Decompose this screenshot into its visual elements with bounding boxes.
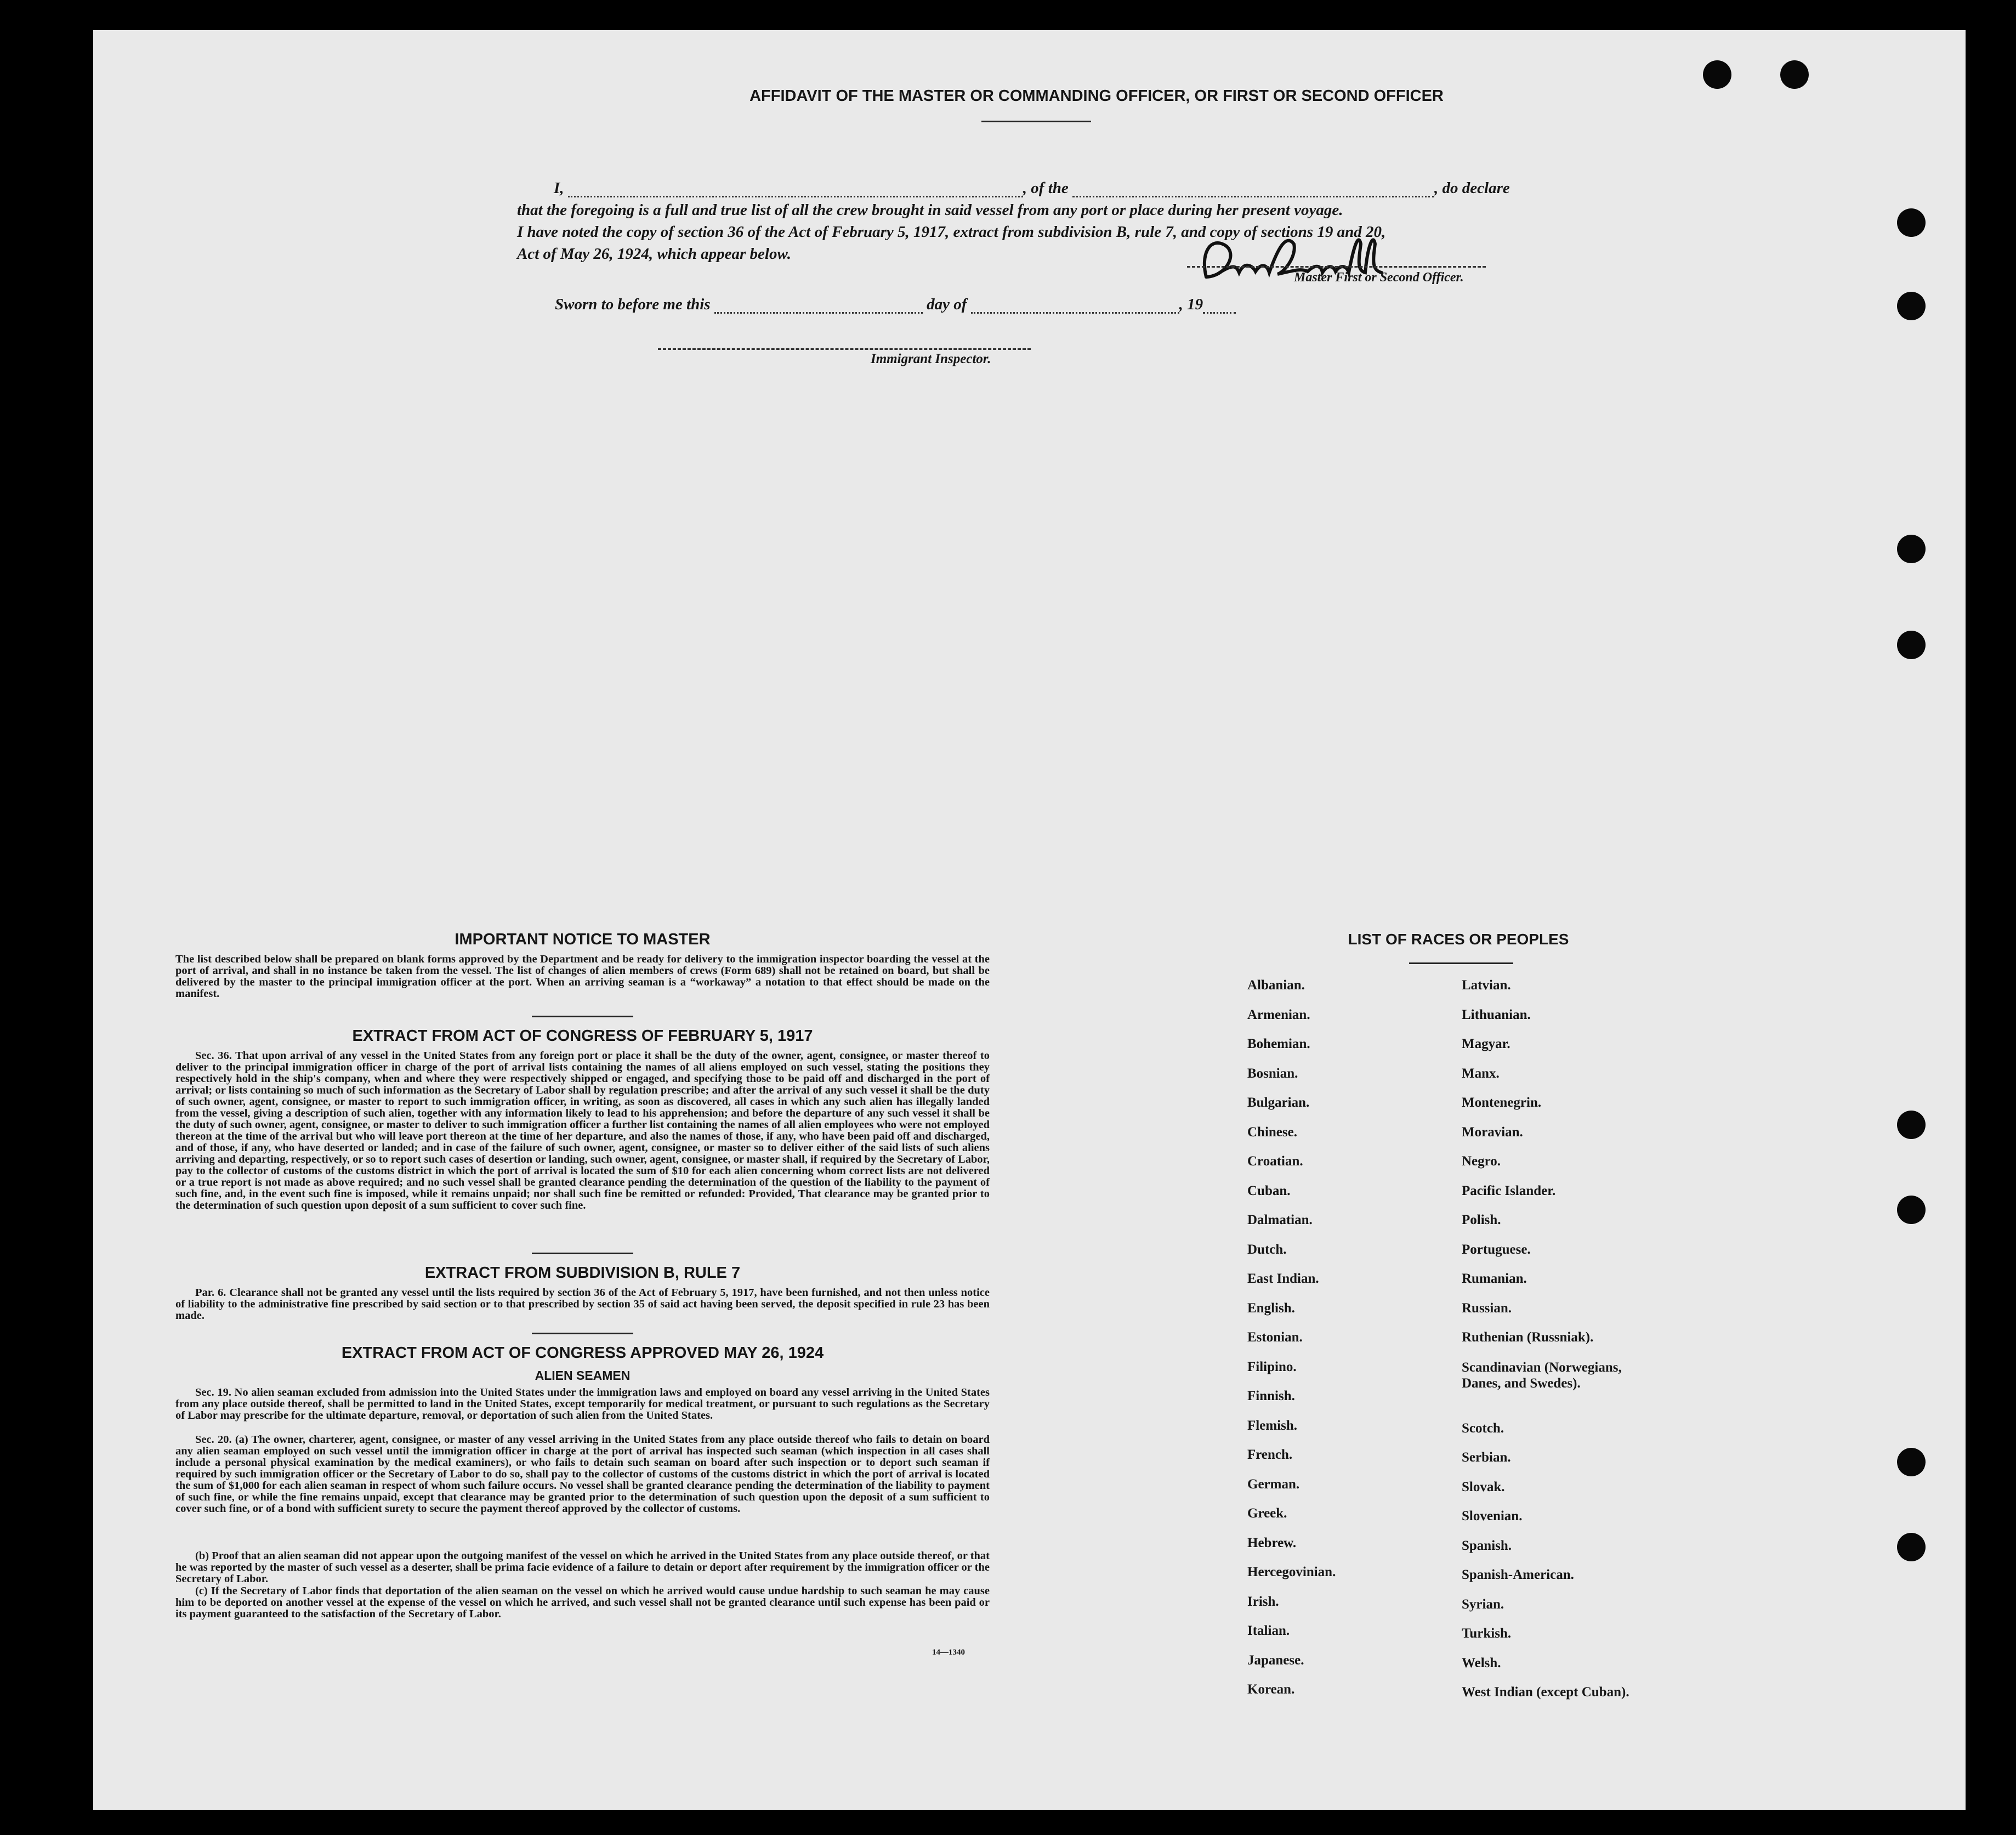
extract-1917-body: Sec. 36. That upon arrival of any vessel in the United States from any foreign port or place it shall be the duty of the owner, agent, consignee, or master thereof to deliver to the principal immigration officer in charge of the port of arrival lists containing the names of all aliens employed on such vessel, stating the positions they respectively hold in the ship's company, when and where they were respectively shipped or engaged, and specifying those to be paid off and discharged in the port of arrival; or lists containing so much of such information as the Secretary of Labor shall by regulation prescribe; and after the arrival of any such vessel it shall be the duty of such owner, agent, consignee, or master to report to such immigration officer, in writing, as soon as discovered, all cases in which any such alien has illegally landed from the vessel, giving a description of such alien, together with any information likely to lead to his apprehension; and before the departure of any such vessel it shall be the duty of such owner, agent, consignee, or master to deliver to such immigration officer a further list containing the names of all alien employees who were not employed thereon at the time of the arrival but who will leave port thereon at the time of her departure, and also the names of those, if any, who have been paid off and discharged, and of those, if any, who have deserted or landed; and in case of the failure of such owner, agent, consignee, or master so to deliver either of the said lists of such aliens arriving and departing, respectively, or so to report such cases of desertion or landing, such owner, agent, consignee, or master shall, if required by the Secretary of Labor, pay to the collector of customs of the customs district in which the port of arrival is located the sum of $10 for each alien concerning whom correct lists are not delivered or a true report is not made as above required; and no such vessel shall be granted clearance pending the determination of the question of the liability to the payment of such fine, and, in the event such fine is imposed, while it remains unpaid; nor shall such fine be remitted or refunded: Provided, That clearance may be granted prior to the determination of such question upon deposit of a sum sufficient to cover such fine. <box>175 1050 990 1211</box>
of-the-label: , of the <box>1023 179 1069 197</box>
punch-hole <box>1703 60 1731 89</box>
notice-title: IMPORTANT NOTICE TO MASTER <box>455 931 711 948</box>
race-item: Estonian. <box>1247 1330 1303 1345</box>
extract-1924-title: EXTRACT FROM ACT OF CONGRESS APPROVED MAY 26, 1924 <box>341 1344 824 1362</box>
race-item: Albanian. <box>1247 978 1305 993</box>
affidavit-title: AFFIDAVIT OF THE MASTER OR COMMANDING OFFICER, OR FIRST OR SECOND OFFICER <box>749 87 1444 105</box>
race-item: Negro. <box>1462 1154 1501 1169</box>
race-item: Welsh. <box>1462 1656 1501 1670</box>
race-item: Manx. <box>1462 1066 1500 1081</box>
race-item: Montenegrin. <box>1462 1095 1542 1110</box>
race-item: Latvian. <box>1462 978 1511 993</box>
do-declare-label: , do declare <box>1434 179 1510 197</box>
punch-hole <box>1780 60 1809 89</box>
year-label: , 19 <box>1179 296 1203 313</box>
extract-1917-title: EXTRACT FROM ACT OF CONGRESS OF FEBRUARY 5, 1917 <box>352 1027 813 1045</box>
race-item: Pacific Islander. <box>1462 1183 1556 1198</box>
form-number: 14—1340 <box>932 1648 965 1657</box>
document-page <box>93 30 1966 1810</box>
race-item: Moravian. <box>1462 1125 1523 1140</box>
race-item: Slovenian. <box>1462 1509 1523 1523</box>
race-item: Hebrew. <box>1247 1536 1297 1550</box>
race-item: Bosnian. <box>1247 1066 1298 1081</box>
race-item: Bohemian. <box>1247 1037 1310 1051</box>
signature-line <box>1187 266 1486 268</box>
notice-body: The list described below shall be prepared on blank forms approved by the Department and be ready for delivery to the immigration inspector boarding the vessel at the port of arrival, and shall in no instance be taken from the vessel. The list of changes of alien members of crews (Form 689) shall not be retained on board, but shall be delivered by the master to the principal immigration officer at the port. When an arriving seaman is a “workaway” a notation to that effect should be made on the manifest. <box>175 953 990 1000</box>
divider-1 <box>532 1016 633 1017</box>
sworn-year-field[interactable] <box>1203 293 1236 314</box>
rule7-body: Par. 6. Clearance shall not be granted any vessel until the lists required by section 36 of the Act of February 5, 1917, have been furnished, and not then unless notice of liability to the administrative fine prescribed by said section or to that prescribed by section 35 of said act having been served, the deposit specified in rule 23 has been made. <box>175 1287 990 1322</box>
race-item: Polish. <box>1462 1213 1501 1227</box>
sec19-body: Sec. 19. No alien seaman excluded from admission into the United States under the immigration laws and employed on board any vessel arriving in the United States from any place outside thereof, shall be permitted to land in the United States, except temporarily for medical treatment, or pursuant to such regulations as the Secretary of Labor may prescribe for the ultimate departure, removal, or deportation of such alien from the United States. <box>175 1386 990 1421</box>
race-item: Lithuanian. <box>1462 1007 1531 1022</box>
race-item: French. <box>1247 1447 1293 1462</box>
race-item: Rumanian. <box>1462 1271 1527 1286</box>
sworn-month-field[interactable] <box>971 293 1179 314</box>
divider-3 <box>532 1333 633 1334</box>
race-item: Filipino. <box>1247 1360 1297 1374</box>
rule7-title: EXTRACT FROM SUBDIVISION B, RULE 7 <box>424 1264 741 1282</box>
race-item: Flemish. <box>1247 1418 1297 1433</box>
race-item: Chinese. <box>1247 1125 1297 1140</box>
race-item: Slovak. <box>1462 1480 1505 1494</box>
race-item: Irish. <box>1247 1594 1279 1609</box>
i-label: I, <box>554 179 564 197</box>
affidavit-line-2: that the foregoing is a full and true list of all the crew brought in said vessel from any port or place during her present voyage. <box>517 201 1343 219</box>
day-of-label: day of <box>927 296 967 313</box>
race-item: Armenian. <box>1247 1007 1310 1022</box>
punch-hole <box>1897 1448 1926 1476</box>
affidavit-line-3: I have noted the copy of section 36 of the Act of February 5, 1917, extract from subdivision B, rule 7, and copy of sections 19 and 20, <box>517 223 1386 241</box>
race-item: Scandinavian (Norwegians, Danes, and Swedes). <box>1462 1360 1622 1391</box>
inspector-signature-line <box>658 348 1031 350</box>
race-item: Korean. <box>1247 1682 1295 1697</box>
punch-hole <box>1897 535 1926 563</box>
sec20b-body: (b) Proof that an alien seaman did not appear upon the outgoing manifest of the vessel on which he arrived in the United States from any place outside thereof, or that he was reported by the master of such vessel as a deserter, shall be prima facie evidence of a failure to detain or deport after requirement by the immigration officer or the Secretary of Labor. <box>175 1550 990 1585</box>
signature-caption: Master First or Second Officer. <box>1294 270 1464 285</box>
race-item: Serbian. <box>1462 1450 1511 1465</box>
races-divider <box>1409 962 1513 964</box>
race-item: Finnish. <box>1247 1389 1295 1403</box>
punch-hole <box>1897 1196 1926 1224</box>
race-item: Portuguese. <box>1462 1242 1531 1257</box>
vessel-field[interactable] <box>1072 177 1434 197</box>
inspector-caption: Immigrant Inspector. <box>871 352 991 366</box>
race-item: Japanese. <box>1247 1653 1304 1668</box>
race-item: English. <box>1247 1301 1295 1316</box>
punch-hole <box>1897 1111 1926 1139</box>
sworn-label: Sworn to before me this <box>555 296 711 313</box>
races-title: LIST OF RACES OR PEOPLES <box>1348 931 1569 948</box>
divider-2 <box>532 1253 633 1254</box>
race-item: Dalmatian. <box>1247 1213 1313 1227</box>
name-field[interactable] <box>568 177 1023 197</box>
affidavit-line-4: Act of May 26, 1924, which appear below. <box>517 245 791 263</box>
sec20c-body: (c) If the Secretary of Labor finds that deportation of the alien seaman on the vessel on which he arrived would cause undue hardship to such seaman he may cause him to be deported on another vessel at the expense of the vessel on which he arrived, and such vessel shall not be granted clearance until such expense has been paid or its payment guaranteed to the satisfaction of the Secretary of Labor. <box>175 1585 990 1620</box>
alien-seamen-subtitle: ALIEN SEAMEN <box>535 1368 631 1383</box>
sec20a-body: Sec. 20. (a) The owner, charterer, agent, consignee, or master of any vessel arriving in the United States from any place outside thereof who fails to detain on board any alien seaman employed on such vessel until the immigration officer in charge at the port of arrival has inspected such seaman (which inspection in all cases shall include a personal physical examination by the medical examiners), or who fails to detain such seaman on board after such inspection or to deport such seaman if required by such immigration officer or the Secretary of Labor to do so, shall pay to the collector of customs of the customs district in which the port of arrival is located the sum of $1,000 for each alien seaman in respect of whom such failure occurs. No vessel shall be granted clearance pending the determination of the liability to payment of such fine, or while the fine remains unpaid, except that clearance may be granted prior to the determination of such question upon the deposit of a sum sufficient to cover such fine, or of a bond with sufficient surety to secure the payment thereof approved by the collector of customs. <box>175 1434 990 1515</box>
punch-hole <box>1897 631 1926 659</box>
punch-hole <box>1897 208 1926 237</box>
race-item: Ruthenian (Russniak). <box>1462 1330 1594 1345</box>
race-item: Bulgarian. <box>1247 1095 1310 1110</box>
race-item: West Indian (except Cuban). <box>1462 1685 1629 1700</box>
race-item: Scotch. <box>1462 1421 1504 1436</box>
race-item: Spanish. <box>1462 1538 1512 1553</box>
race-item: Russian. <box>1462 1301 1512 1316</box>
race-item: Greek. <box>1247 1506 1287 1521</box>
race-item: Magyar. <box>1462 1037 1510 1051</box>
affidavit-line-1 <box>554 177 1650 197</box>
race-item: Spanish-American. <box>1462 1567 1574 1582</box>
punch-hole <box>1897 1533 1926 1561</box>
title-divider <box>981 121 1091 122</box>
race-item: Dutch. <box>1247 1242 1287 1257</box>
sworn-day-field[interactable] <box>714 293 923 314</box>
sworn-line <box>555 293 1432 314</box>
punch-hole <box>1897 292 1926 320</box>
race-item: Croatian. <box>1247 1154 1303 1169</box>
race-item: Cuban. <box>1247 1183 1291 1198</box>
race-item: German. <box>1247 1477 1300 1492</box>
race-item: East Indian. <box>1247 1271 1319 1286</box>
race-item: Italian. <box>1247 1623 1290 1638</box>
race-item: Hercegovinian. <box>1247 1565 1336 1579</box>
race-item: Syrian. <box>1462 1597 1504 1612</box>
race-item: Turkish. <box>1462 1626 1512 1641</box>
